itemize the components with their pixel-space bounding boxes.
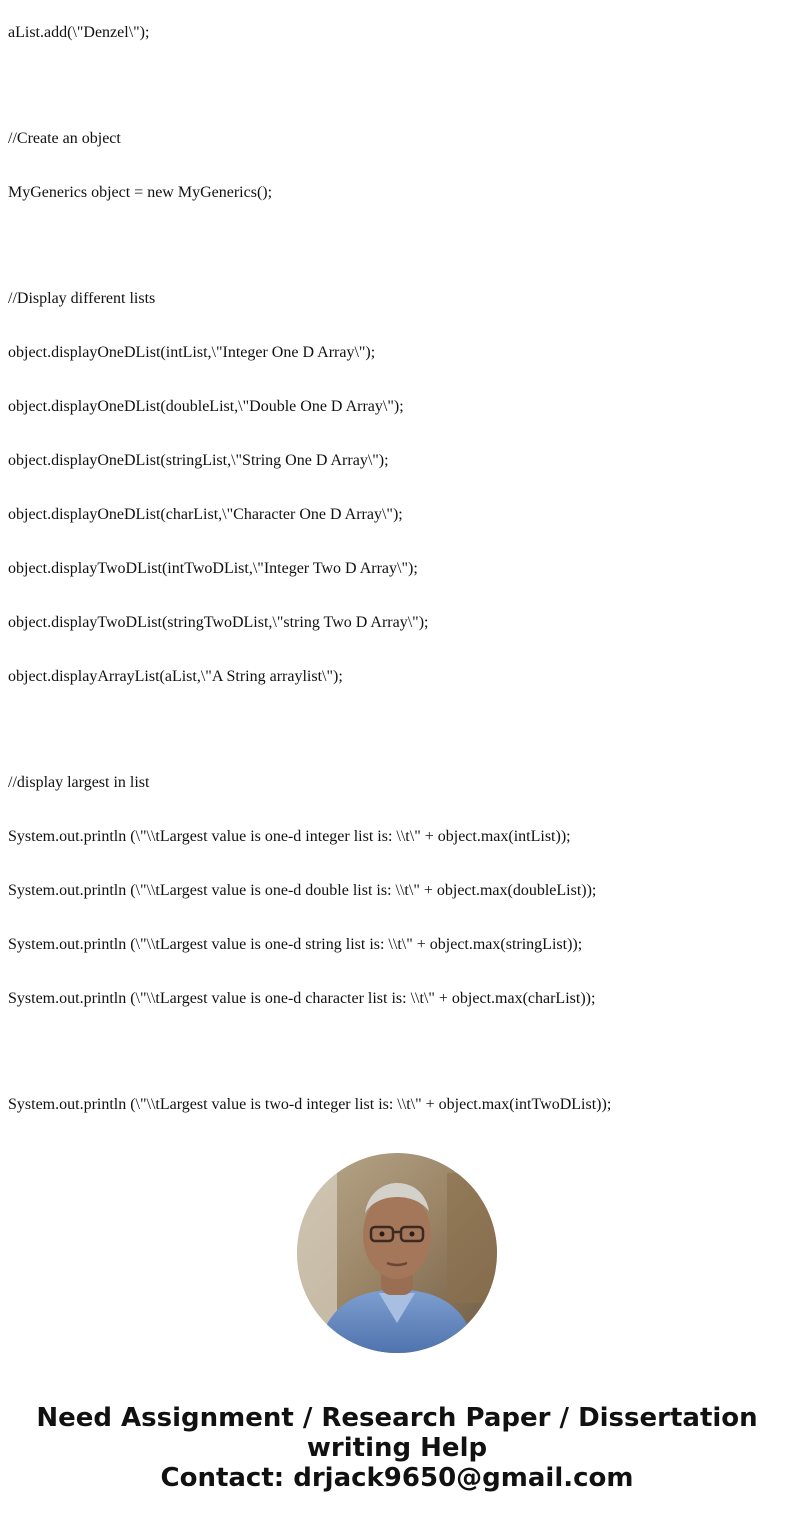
code-block bbox=[8, 254, 788, 722]
code-line: object.displayOneDList(intList,\"Integer One D Array\"); bbox=[8, 344, 376, 361]
code-block bbox=[8, 738, 788, 1044]
code-comment: //Display different lists bbox=[8, 290, 156, 307]
code-line: MyGenerics object = new MyGenerics(); bbox=[8, 184, 273, 201]
code-line: object.displayOneDList(stringList,\"String One D Array\"); bbox=[8, 452, 389, 469]
promo-line: writing Help bbox=[306, 1433, 488, 1463]
avatar-portrait bbox=[297, 1153, 497, 1353]
code-comment: //Create an object bbox=[8, 130, 121, 147]
code-line: System.out.println (\"\\tLargest value is one-d character list is: \\t\" + object.max(charList)); bbox=[8, 990, 596, 1007]
code-block bbox=[8, 94, 788, 238]
code-comment: //display largest in list bbox=[8, 774, 150, 791]
code-line: object.displayOneDList(charList,\"Character One D Array\"); bbox=[8, 506, 403, 523]
document-body bbox=[8, 0, 788, 1122]
code-line: System.out.println (\"\\tLargest value is two-d integer list is: \\t\" + object.max(intTwoDList)); bbox=[8, 1096, 612, 1113]
code-line: object.displayTwoDList(stringTwoDList,\"string Two D Array\"); bbox=[8, 614, 429, 631]
code-line: System.out.println (\"\\tLargest value is one-d double list is: \\t\" + object.max(doubleList)); bbox=[8, 882, 597, 899]
code-line: aList.add(\"Denzel\"); bbox=[8, 24, 150, 41]
code-line: object.displayTwoDList(intTwoDList,\"Integer Two D Array\"); bbox=[8, 560, 418, 577]
code-line: System.out.println (\"\\tLargest value is one-d string list is: \\t\" + object.max(stringList)); bbox=[8, 936, 583, 953]
code-line: object.displayOneDList(doubleList,\"Double One D Array\"); bbox=[8, 398, 404, 415]
promo-line: Need Assignment / Research Paper / Dissertation bbox=[36, 1403, 758, 1433]
avatar bbox=[297, 1153, 497, 1353]
promo-contact: Contact: drjack9650@gmail.com bbox=[160, 1463, 634, 1493]
code-line: System.out.println (\"\\tLargest value is one-d integer list is: \\t\" + object.max(intList)); bbox=[8, 828, 571, 845]
code-block bbox=[8, 0, 788, 78]
code-block bbox=[8, 1060, 788, 1122]
promo-banner bbox=[0, 1403, 794, 1493]
code-line: object.displayArrayList(aList,\"A String arraylist\"); bbox=[8, 668, 343, 685]
